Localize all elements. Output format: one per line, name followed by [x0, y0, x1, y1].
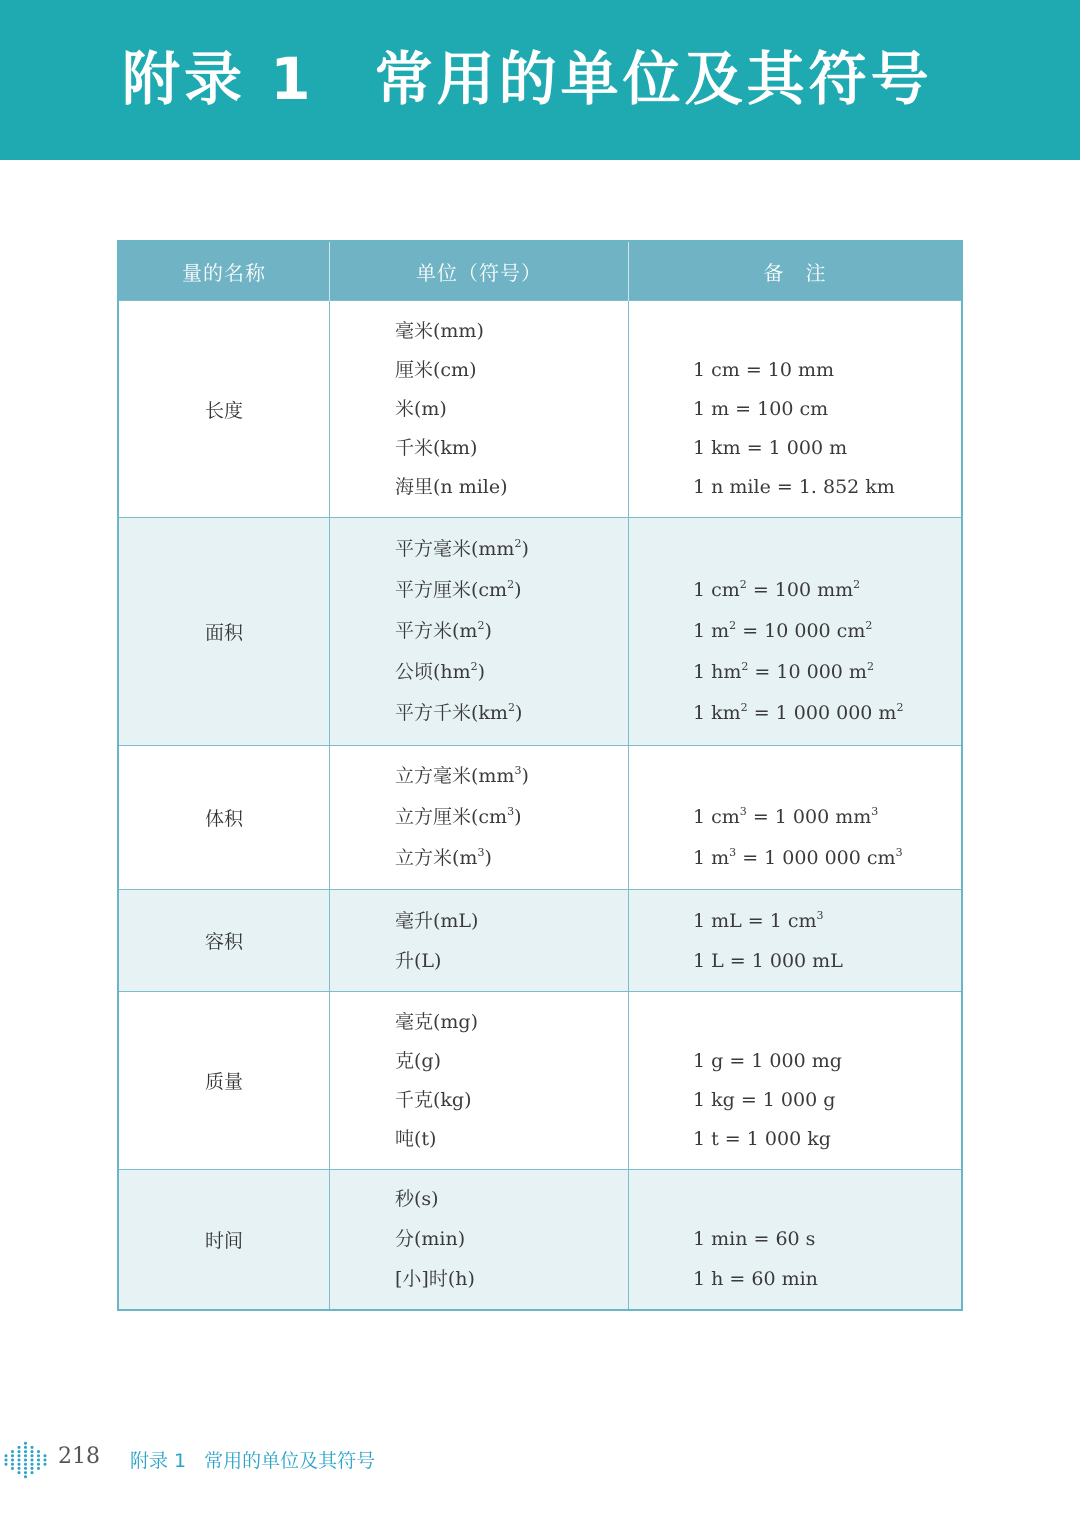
unit-cell [330, 890, 629, 992]
unit-item: 平方厘米$(cm^2)$ [395, 578, 522, 601]
note-cell [629, 301, 963, 518]
unit-item: 毫克(mg) [395, 1010, 479, 1033]
unit-item: 分(min) [395, 1228, 466, 1251]
unit-item: 平方千米$(km^2)$ [395, 701, 523, 724]
unit-item: 平方米$(m^2)$ [395, 619, 492, 642]
note-item: 1 $m^2 = 10$ 000 $cm^2$ [693, 619, 873, 642]
appendix-title: 常用的单位及其符号 [374, 45, 933, 113]
unit-cell [330, 1170, 629, 1310]
table-header-row [118, 241, 962, 301]
unit-item: 米(m) [395, 397, 447, 420]
quantity-name-cell: 面积 [118, 518, 330, 746]
note-item: 1 kg = 1 000 g [693, 1088, 836, 1111]
note-list [629, 1003, 961, 1159]
unit-list [330, 1003, 628, 1159]
unit-item: 千米(km) [395, 436, 478, 459]
table-row [118, 992, 962, 1170]
page-number: 218 [58, 1444, 100, 1469]
footer-appendix-title: 常用的单位及其符号 [204, 1450, 376, 1472]
note-list [629, 901, 961, 981]
footer-appendix-label: 附录 1 [130, 1450, 187, 1472]
table-row [118, 518, 962, 746]
quantity-name-cell: 时间 [118, 1170, 330, 1310]
unit-cell [330, 992, 629, 1170]
unit-item: 毫米(mm) [395, 319, 484, 342]
table-row [118, 1170, 962, 1310]
header-notes: 备 注 [629, 241, 963, 301]
note-item: 1 $cm^3 = 1$ 000 $mm^3$ [693, 805, 879, 828]
table-body [118, 301, 962, 1310]
note-item: 1 $km^2 = 1$ 000 000 $m^2$ [693, 701, 904, 724]
note-item: 1 $cm^2 = 100$ $mm^2$ [693, 578, 861, 601]
note-cell [629, 1170, 963, 1310]
note-item: 1 t = 1 000 kg [693, 1127, 831, 1150]
note-cell [629, 890, 963, 992]
header-unit-symbol: 单位（符号） [330, 241, 629, 301]
unit-list [330, 756, 628, 879]
unit-cell [330, 301, 629, 518]
unit-list [330, 312, 628, 507]
unit-item: [小]时(h) [395, 1268, 475, 1291]
note-item: 1 km = 1 000 m [693, 436, 848, 459]
unit-item: 海里(n mile) [395, 475, 508, 498]
unit-list [330, 901, 628, 981]
unit-item: 立方毫米$(mm^3)$ [395, 764, 529, 787]
unit-item: 吨(t) [395, 1127, 437, 1150]
table-row [118, 301, 962, 518]
quantity-name-cell: 质量 [118, 992, 330, 1170]
note-item: 1 min = 60 s [693, 1228, 816, 1251]
appendix-label: 附录 1 [122, 45, 315, 113]
note-cell [629, 992, 963, 1170]
unit-item: 厘米(cm) [395, 358, 477, 381]
unit-cell [330, 746, 629, 890]
note-item: 1 mL = 1 $cm^3$ [693, 908, 824, 932]
table-row [118, 746, 962, 890]
unit-item: 升(L) [395, 949, 442, 972]
unit-item: 克(g) [395, 1049, 441, 1072]
unit-item: 平方毫米$(mm^2)$ [395, 537, 529, 560]
note-list [629, 312, 961, 507]
quantity-name-cell: 容积 [118, 890, 330, 992]
units-table [117, 240, 963, 1311]
unit-cell [330, 518, 629, 746]
note-item: 1 g = 1 000 mg [693, 1049, 842, 1072]
unit-list [330, 529, 628, 734]
unit-item: 毫升(mL) [395, 909, 479, 932]
note-item: 1 n mile = 1. 852 km [693, 475, 895, 498]
note-list [629, 529, 961, 734]
quantity-name-cell: 体积 [118, 746, 330, 890]
note-item: 1 $hm^2 = 10$ 000 $m^2$ [693, 660, 874, 683]
note-item: 1 m = 100 cm [693, 397, 829, 420]
quantity-name-cell: 长度 [118, 301, 330, 518]
note-item: 1 $m^3 = 1$ 000 000 $cm^3$ [693, 846, 903, 869]
page-title [122, 44, 933, 114]
unit-item: 公顷$(hm^2)$ [395, 660, 486, 683]
note-item: 1 h = 60 min [693, 1268, 818, 1291]
table-row [118, 890, 962, 992]
note-item: 1 cm = 10 mm [693, 358, 835, 381]
unit-list [330, 1179, 628, 1299]
note-item: 1 L = 1 000 mL [693, 949, 843, 972]
footer-title [130, 1446, 375, 1473]
unit-item: 千克(kg) [395, 1088, 472, 1111]
unit-item: 秒(s) [395, 1188, 439, 1211]
title-banner [0, 0, 1080, 160]
unit-item: 立方厘米$(cm^3)$ [395, 805, 522, 828]
unit-item: 立方米$(m^3)$ [395, 846, 492, 869]
note-list [629, 756, 961, 879]
note-cell [629, 518, 963, 746]
header-quantity-name: 量的名称 [118, 241, 330, 301]
note-cell [629, 746, 963, 890]
note-list [629, 1179, 961, 1299]
dot-pattern-icon [2, 1440, 50, 1480]
